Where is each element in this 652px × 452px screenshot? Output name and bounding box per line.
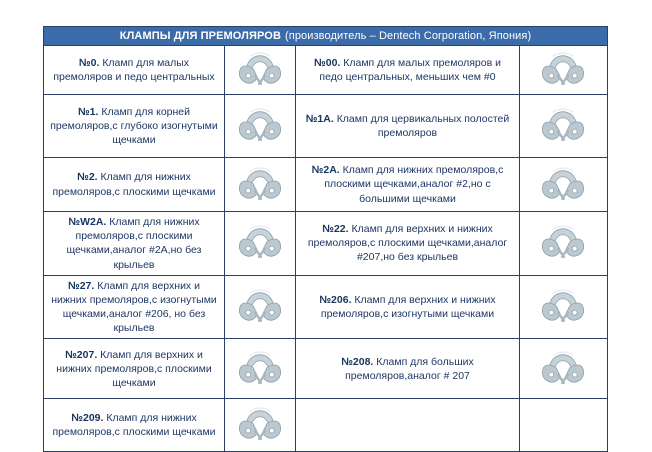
clamp-description-cell-right	[296, 46, 520, 94]
clamp-description-right	[302, 293, 513, 321]
clamp-image-cell-left	[225, 212, 296, 275]
table-header	[44, 27, 607, 46]
clamp-number-left: №209.	[71, 412, 107, 425]
clamp-number-left: №27.	[68, 279, 98, 292]
clamp-number-left: №207.	[65, 348, 101, 361]
clamp-photo-icon	[234, 49, 286, 91]
clamp-description-cell-left	[44, 46, 225, 94]
clamp-description-left	[50, 170, 218, 198]
clamp-number-right: №2А.	[311, 164, 343, 177]
clamp-text-left: Кламп для верхних и нижних премоляров,с изогнутыми щечками,аналог #206, но без крыльев	[51, 279, 217, 335]
clamp-image-cell-left	[225, 46, 296, 94]
clamp-description-cell-right	[296, 158, 520, 211]
clamp-description-cell-right	[296, 399, 520, 451]
table-row	[44, 276, 607, 340]
clamp-description-cell-right	[296, 212, 520, 275]
clamp-number-right: №206.	[319, 293, 355, 306]
clamp-description-cell-left	[44, 212, 225, 275]
clamp-description-cell-left	[44, 276, 225, 339]
clamp-description-right	[302, 222, 513, 265]
clamp-description-left	[50, 411, 218, 439]
clamp-number-left: №1.	[77, 105, 102, 118]
clamp-text-left: Кламп для корней премоляров,с глубоко изогнутыми щечками	[50, 105, 218, 147]
clamp-description-cell-left	[44, 158, 225, 211]
clamp-photo-icon	[537, 222, 589, 264]
clamp-description-right	[302, 112, 513, 140]
clamp-image-cell-left	[225, 399, 296, 451]
table-row	[44, 46, 607, 95]
clamp-image-cell-left	[225, 339, 296, 398]
clamp-image-cell-right	[520, 276, 606, 339]
table-row	[44, 399, 607, 452]
clamp-text-left: Кламп для нижних премоляров,с плоскими щечками	[52, 412, 216, 439]
table-row	[44, 339, 607, 399]
clamp-image-cell-right	[520, 46, 606, 94]
clamp-description-left	[50, 105, 218, 148]
clamp-number-left: №W2А.	[68, 216, 110, 228]
clamp-text-right: Кламп для верхних и нижних премоляров,с изогнутыми щечками	[320, 293, 496, 321]
clamp-number-right: №00.	[314, 56, 344, 69]
clamp-image-cell-right	[520, 212, 606, 275]
clamp-photo-icon	[234, 164, 286, 206]
clamp-image-cell-right	[520, 95, 606, 157]
clamp-photo-icon	[234, 105, 286, 147]
clamp-text-left: Кламп для верхних и нижних премоляров,с плоскими щечками	[56, 348, 212, 389]
clamp-text-right: Кламп для верхних и нижних премоляров,с плоскими щечками,аналог #207,но без крыльев	[307, 223, 508, 264]
clamp-photo-icon	[234, 286, 286, 328]
table-row	[44, 95, 607, 158]
clamp-text-left: Кламп для нижних премоляров,с плоскими щечками	[52, 171, 216, 198]
clamp-description-right	[302, 163, 513, 206]
clamp-image-cell-right	[520, 339, 606, 398]
clamp-description-cell-left	[44, 399, 225, 451]
clamp-description-left	[50, 215, 218, 272]
clamp-photo-icon	[234, 222, 286, 264]
clamp-photo-icon	[234, 404, 286, 446]
clamp-description-cell-right	[296, 276, 520, 339]
clamp-image-cell-left	[225, 95, 296, 157]
clamp-description-left	[50, 348, 218, 391]
clamp-description-right	[302, 355, 513, 383]
clamp-number-left: №0.	[78, 56, 103, 69]
clamp-photo-icon	[537, 164, 589, 206]
table-title: КЛАМПЫ ДЛЯ ПРЕМОЛЯРОВ	[119, 30, 281, 42]
clamp-photo-icon	[537, 105, 589, 147]
clamp-text-left: Кламп для нижних премоляров,с плоскими щечками,аналог #2А,но без крыльев	[66, 216, 202, 271]
table-body	[44, 46, 607, 452]
clamp-description-cell-left	[44, 95, 225, 157]
clamp-text-right: Кламп для больших премоляров,аналог # 207	[345, 355, 474, 382]
table-row	[44, 158, 607, 212]
table-subtitle: (производитель – Dentech Corporation, Япония)	[285, 30, 532, 42]
clamp-number-right: №208.	[341, 355, 377, 368]
clamp-text-left: Кламп для малых премоляров и педо центральных	[53, 56, 215, 83]
clamp-photo-icon	[537, 49, 589, 91]
clamp-description-cell-right	[296, 339, 520, 398]
clamp-image-cell-right	[520, 158, 606, 211]
clamp-description-right	[302, 56, 513, 84]
clamp-photo-icon	[234, 348, 286, 390]
clamp-image-cell-left	[225, 158, 296, 211]
clamp-text-right: Кламп для цервикальных полостей премоляров	[336, 112, 510, 139]
clamp-number-left: №2.	[77, 171, 101, 184]
clamps-table	[43, 26, 608, 452]
table-row	[44, 212, 607, 276]
clamp-text-right: Кламп для нижних премоляров,с плоскими щечками,аналог #2,но с большими щечками	[324, 164, 504, 205]
clamp-photo-icon	[537, 348, 589, 390]
clamp-image-cell-right	[520, 399, 606, 451]
clamp-number-right: №22.	[322, 223, 352, 236]
clamp-photo-icon	[537, 286, 589, 328]
clamp-description-left	[50, 56, 218, 84]
clamp-description-cell-left	[44, 339, 225, 398]
clamp-image-cell-left	[225, 276, 296, 339]
clamp-number-right: №1А.	[305, 112, 337, 125]
clamp-description-cell-right	[296, 95, 520, 157]
clamp-description-left	[50, 279, 218, 336]
clamp-text-right: Кламп для малых премоляров и педо центральных, меньших чем #0	[319, 56, 501, 83]
